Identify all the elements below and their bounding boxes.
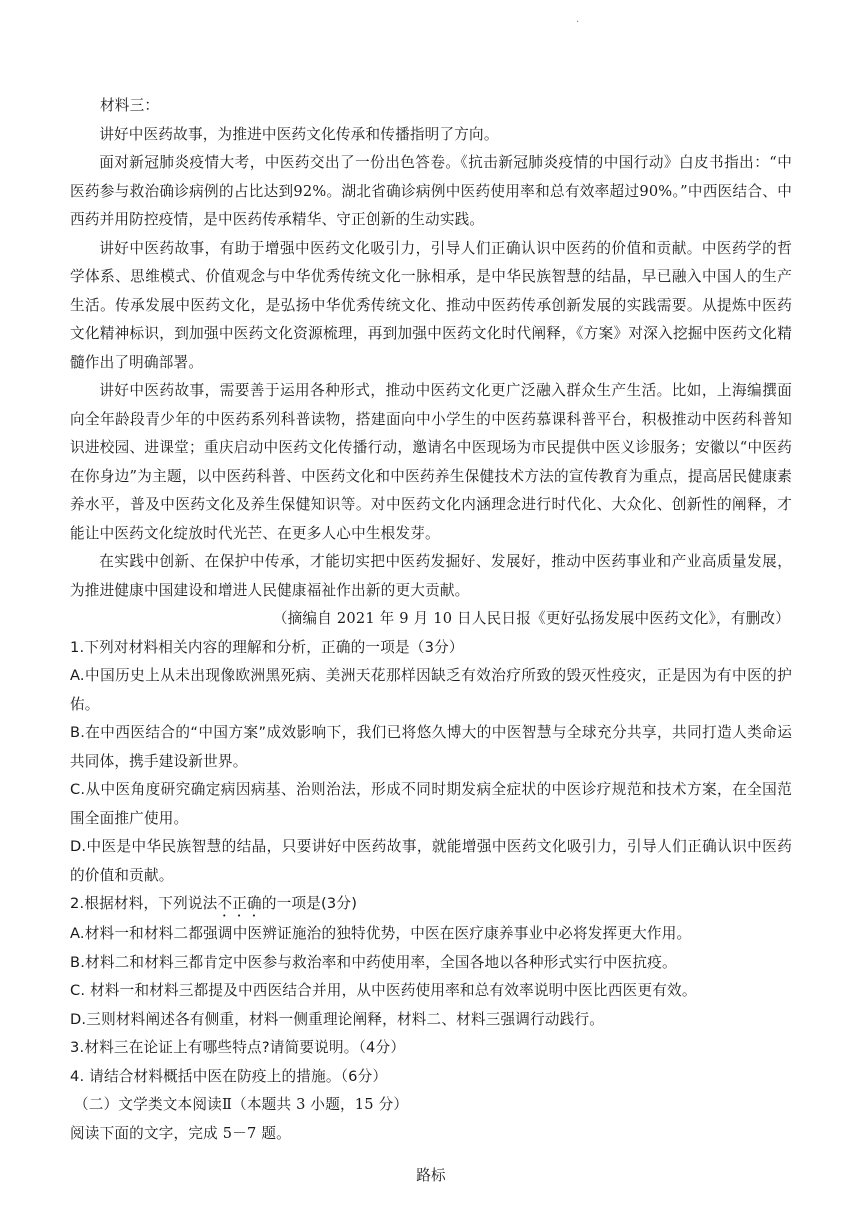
question-1-option-c: C.从中医角度研究确定病因病基、治则治法，形成不同时期发病全症状的中医诊疗规范和技术方案，在全国范围全面推广使用。 [70, 781, 792, 827]
question-1-option-b: B.在中西医结合的“中国方案”成效影响下，我们已将悠久博大的中医智慧与全球充分共享，共同打造人类命运共同体，携手建设新世界。 [70, 724, 792, 770]
material3-heading: 材料三： [100, 97, 160, 114]
question-3: 3.材料三在论证上有哪些特点?请简要说明。（4分） [70, 1039, 406, 1056]
material3-paragraph-2: 面对新冠肺炎疫情大考，中医药交出了一份出色答卷。《抗击新冠肺炎疫情的中国行动》白皮书指出：“中医药参与救治确诊病例的占比达到92%。湖北省确诊病例中医药使用率和总有效率超过90%。”中西医结合、中西药并用防控疫情，是中医药传承精华、守正创新的生动实践。 [70, 154, 792, 228]
question-4: 4. 请结合材料概括中医在防疫上的措施。（6分） [70, 1067, 388, 1085]
material3-paragraph-5: 在实践中创新、在保护中传承，才能切实把中医药发掘好、发展好，推动中医药事业和产业高质量发展，为推进健康中国建设和增进人民健康福祉作出新的更大贡献。 [70, 553, 792, 599]
header-mark: . [576, 14, 580, 25]
material3-paragraph-3: 讲好中医药故事，有助于增强中医药文化吸引力，引导人们正确认识中医药的价值和贡献。中医药学的哲学体系、思维模式、价值观念与中华优秀传统文化一脉相承，是中华民族智慧的结晶，早已融入中国人的生产生活。传承发展中医药文化，是弘扬中华优秀传统文化、推动中医药传承创新发展的实践需要。从提炼中医药文化精神标识，到加强中医药文化资源梳理，再到加强中医药文化时代阐释，《方案》对深入挖掘中医药文化精髓作出了明确部署。 [70, 239, 792, 371]
question-2-option-a: A.材料一和材料二都强调中医辨证施治的独特优势，中医在医疗康养事业中必将发挥更大作用。 [70, 925, 692, 942]
reading-instruction: 阅读下面的文字，完成 5－7 题。 [70, 1124, 291, 1142]
question-1-option-a: A.中国历史上从未出现像欧洲黑死病、美洲天花那样因缺乏有效治疗所致的毁灭性疫灾，正是因为有中医的护佑。 [70, 667, 792, 713]
question-2-option-b: B.材料二和材料三都肯定中医参与救治率和中药使用率，全国各地以各种形式实行中医抗疫。 [70, 953, 677, 971]
section-2-heading: （二）文学类文本阅读Ⅱ（本题共 3 小题，15 分） [74, 1096, 409, 1113]
question-2-option-d: D.三则材料阐述各有侧重，材料一侧重理论阐释，材料二、材料三强调行动践行。 [70, 1010, 605, 1028]
question-2-stem-emphasis: 不正确 [217, 895, 262, 912]
question-2-option-c: C. 材料一和材料三都提及中西医结合并用，从中医药使用率和总有效率说明中医比西医更有效。 [70, 982, 697, 999]
material3-paragraph-4: 讲好中医药故事，需要善于运用各种形式，推动中医药文化更广泛融入群众生产生活。比如，上海编撰面向全年龄段青少年的中医药系列科普读物，搭建面向中小学生的中医药慕课科普平台，积极推动中医药科普知识进校园、进课堂；重庆启动中医药文化传播行动，邀请名中医现场为市民提供中医义诊服务；安徽以“中医药在你身边”为主题，以中医药科普、中医药文化和中医药养生保健技术方法的宣传教育为重点，提高居民健康素养水平，普及中医药文化及养生保健知识等。对中医药文化内涵理念进行时代化、大众化、创新性的阐释，才能让中医药文化绽放时代光芒、在更多人心中生根发芽。 [70, 382, 792, 542]
question-2-stem [70, 890, 792, 920]
material3-source: （摘编自 2021 年 9 月 10 日人民日报《更好弘扬发展中医药文化》，有删改） [272, 610, 790, 627]
document-body [70, 92, 792, 1191]
question-1-stem: 1.下列对材料相关内容的理解和分析，正确的一项是（3分） [70, 638, 464, 656]
story-title: 路标 [416, 1167, 446, 1184]
material3-paragraph-1: 讲好中医药故事，为推进中医药文化传承和传播指明了方向。 [99, 125, 499, 143]
question-2-stem-after: 的一项是(3分) [261, 895, 358, 912]
question-2-stem-before: 2.根据材料，下列说法 [70, 895, 218, 912]
question-1-option-d: D.中医是中华民族智慧的结晶，只要讲好中医药故事，就能增强中医药文化吸引力，引导人们正确认识中医药的价值和贡献。 [70, 838, 792, 884]
